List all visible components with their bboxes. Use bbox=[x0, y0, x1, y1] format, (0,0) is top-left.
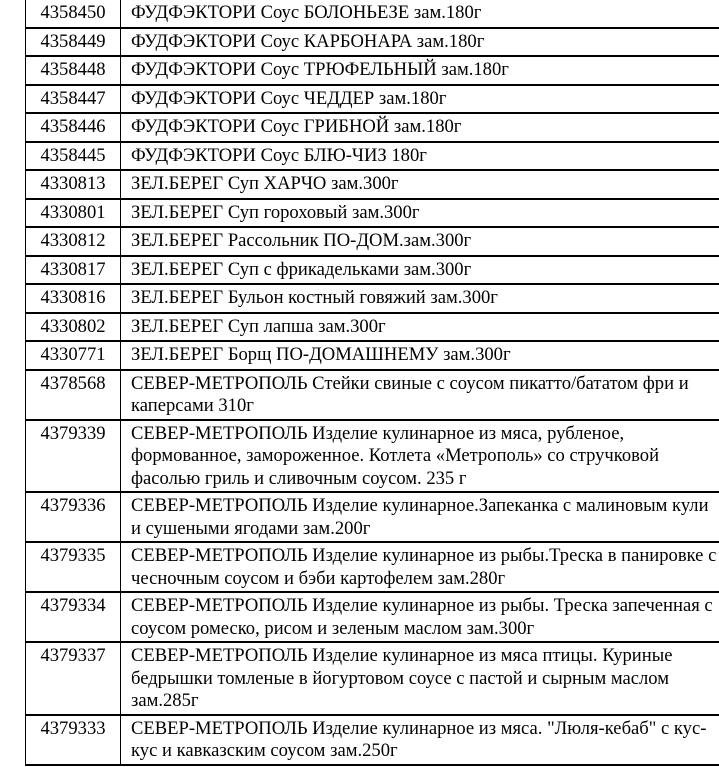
table-row[interactable] bbox=[26, 227, 719, 256]
product-name-cell[interactable]: СЕВЕР-МЕТРОПОЛЬ Изделие кулинарное.Запеканка с малиновым кули и сушеными ягодами зам.200г bbox=[121, 492, 719, 542]
table-row[interactable] bbox=[26, 170, 719, 199]
product-code-cell[interactable]: 4330817 bbox=[26, 256, 121, 285]
product-code-cell[interactable]: 4330802 bbox=[26, 313, 121, 342]
product-name-cell[interactable]: СЕВЕР-МЕТРОПОЛЬ Изделие кулинарное из мяса, рубленое, формованное, замороженное. Котлета «Метрополь» со стручковой фасолью гриль и сливочным соусом. 235 г bbox=[121, 420, 719, 493]
table-row[interactable] bbox=[26, 492, 719, 542]
product-name-cell[interactable]: ФУДФЭКТОРИ Соус ТРЮФЕЛЬНЫЙ зам.180г bbox=[121, 56, 719, 85]
table-row[interactable] bbox=[26, 542, 719, 592]
product-name-cell[interactable]: ФУДФЭКТОРИ Соус КАРБОНАРА зам.180г bbox=[121, 28, 719, 57]
product-code-cell[interactable]: 4330771 bbox=[26, 341, 121, 370]
product-name-cell[interactable]: ЗЕЛ.БЕРЕГ Суп с фрикадельками зам.300г bbox=[121, 256, 719, 285]
product-name-cell[interactable]: СЕВЕР-МЕТРОПОЛЬ Изделие кулинарное из мяса. "Люля-кебаб" с кус-кус и кавказским соусом зам.250г bbox=[121, 715, 719, 765]
product-name-cell[interactable]: ЗЕЛ.БЕРЕГ Суп лапша зам.300г bbox=[121, 313, 719, 342]
product-code-cell[interactable]: 4330813 bbox=[26, 170, 121, 199]
table-row[interactable] bbox=[26, 592, 719, 642]
product-name-cell[interactable]: ФУДФЭКТОРИ Соус ГРИБНОЙ зам.180г bbox=[121, 113, 719, 142]
product-code-cell[interactable]: 4379334 bbox=[26, 592, 121, 642]
product-name-cell[interactable]: ФУДФЭКТОРИ Соус БЛЮ-ЧИЗ 180г bbox=[121, 142, 719, 171]
product-code-cell[interactable]: 4378568 bbox=[26, 370, 121, 420]
product-name-cell[interactable]: ЗЕЛ.БЕРЕГ Рассольник ПО-ДОМ.зам.300г bbox=[121, 227, 719, 256]
table-row[interactable] bbox=[26, 0, 719, 28]
product-code-cell[interactable]: 4358447 bbox=[26, 85, 121, 114]
product-code-cell[interactable]: 4379333 bbox=[26, 715, 121, 765]
table-row[interactable] bbox=[26, 284, 719, 313]
product-code-cell[interactable]: 4379339 bbox=[26, 420, 121, 493]
table-row[interactable] bbox=[26, 142, 719, 171]
table-row[interactable] bbox=[26, 256, 719, 285]
product-table-body bbox=[26, 0, 719, 765]
product-name-cell[interactable]: ЗЕЛ.БЕРЕГ Суп ХАРЧО зам.300г bbox=[121, 170, 719, 199]
table-row[interactable] bbox=[26, 715, 719, 765]
product-code-cell[interactable]: 4379335 bbox=[26, 542, 121, 592]
product-name-cell[interactable]: ФУДФЭКТОРИ Соус БОЛОНЬЕЗЕ зам.180г bbox=[121, 0, 719, 28]
product-code-cell[interactable]: 4379337 bbox=[26, 642, 121, 715]
product-code-cell[interactable]: 4358450 bbox=[26, 0, 121, 28]
product-code-cell[interactable]: 4358445 bbox=[26, 142, 121, 171]
product-code-cell[interactable]: 4330801 bbox=[26, 199, 121, 228]
product-code-cell[interactable]: 4330812 bbox=[26, 227, 121, 256]
product-code-cell[interactable]: 4330816 bbox=[26, 284, 121, 313]
table-row[interactable] bbox=[26, 420, 719, 493]
product-list-table bbox=[25, 0, 719, 766]
product-name-cell[interactable]: ФУДФЭКТОРИ Соус ЧЕДДЕР зам.180г bbox=[121, 85, 719, 114]
product-name-cell[interactable]: СЕВЕР-МЕТРОПОЛЬ Изделие кулинарное из рыбы.Треска в панировке с чесночным соусом и бэби картофелем зам.280г bbox=[121, 542, 719, 592]
table-row[interactable] bbox=[26, 313, 719, 342]
table-row[interactable] bbox=[26, 28, 719, 57]
product-name-cell[interactable]: ЗЕЛ.БЕРЕГ Борщ ПО-ДОМАШНЕМУ зам.300г bbox=[121, 341, 719, 370]
table-row[interactable] bbox=[26, 56, 719, 85]
product-code-cell[interactable]: 4358449 bbox=[26, 28, 121, 57]
table-row[interactable] bbox=[26, 113, 719, 142]
product-name-cell[interactable]: СЕВЕР-МЕТРОПОЛЬ Изделие кулинарное из мяса птицы. Куриные бедрышки томленые в йогуртовом соусе с пастой и сырным маслом зам.285г bbox=[121, 642, 719, 715]
table-row[interactable] bbox=[26, 642, 719, 715]
table-row[interactable] bbox=[26, 341, 719, 370]
product-name-cell[interactable]: ЗЕЛ.БЕРЕГ Бульон костный говяжий зам.300г bbox=[121, 284, 719, 313]
product-code-cell[interactable]: 4358446 bbox=[26, 113, 121, 142]
table-row[interactable] bbox=[26, 199, 719, 228]
product-name-cell[interactable]: ЗЕЛ.БЕРЕГ Суп гороховый зам.300г bbox=[121, 199, 719, 228]
product-code-cell[interactable]: 4379336 bbox=[26, 492, 121, 542]
product-code-cell[interactable]: 4358448 bbox=[26, 56, 121, 85]
product-name-cell[interactable]: СЕВЕР-МЕТРОПОЛЬ Стейки свиные с соусом пикатто/бататом фри и каперсами 310г bbox=[121, 370, 719, 420]
product-name-cell[interactable]: СЕВЕР-МЕТРОПОЛЬ Изделие кулинарное из рыбы. Треска запеченная с соусом ромеско, рисом и зеленым маслом зам.300г bbox=[121, 592, 719, 642]
table-row[interactable] bbox=[26, 370, 719, 420]
table-row[interactable] bbox=[26, 85, 719, 114]
